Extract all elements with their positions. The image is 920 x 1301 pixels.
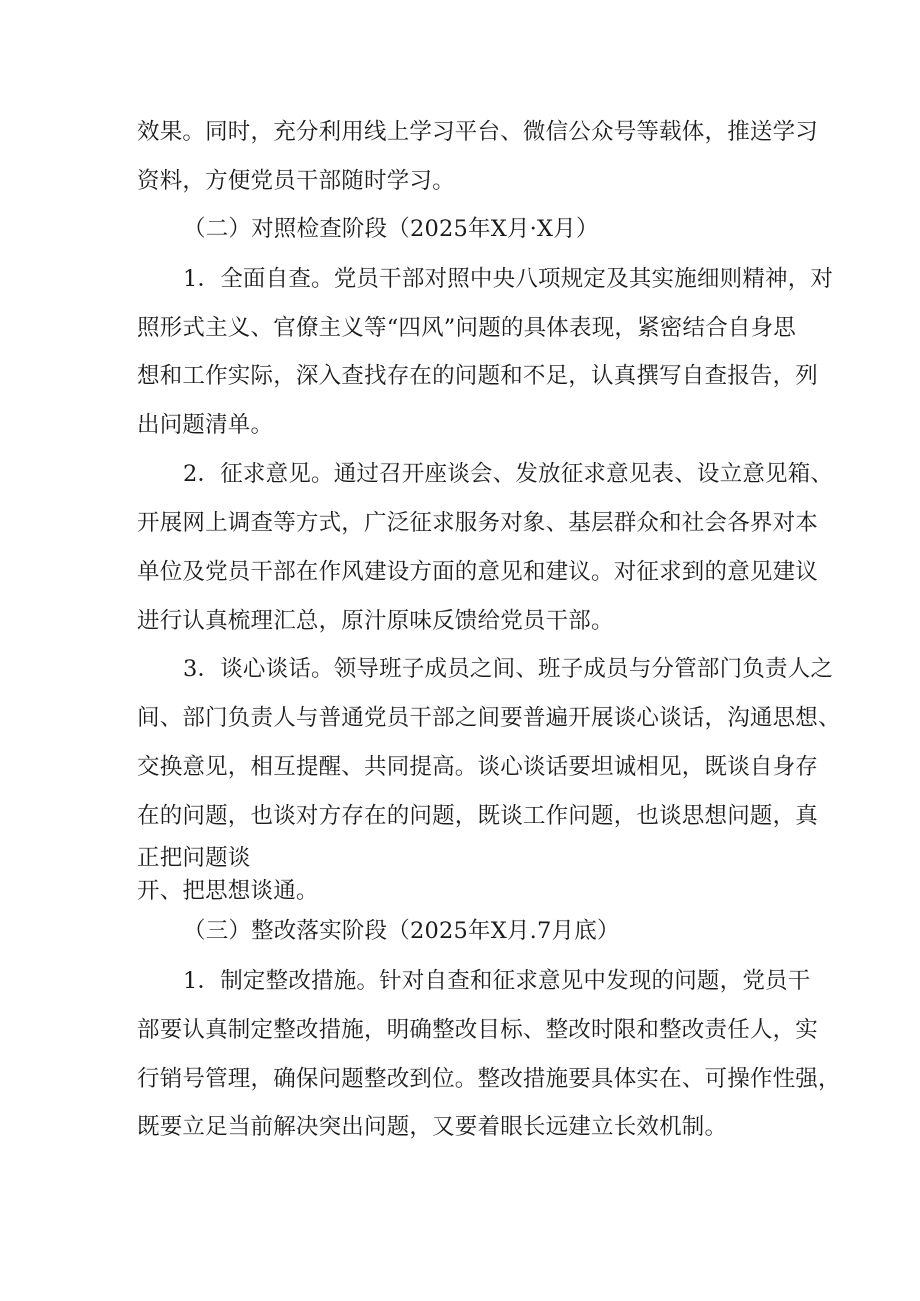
section-heading: （二）对照检查阶段（2025年X月·X月） xyxy=(183,216,599,242)
paragraph-line: 间、部门负责人与普通党员干部之间要普遍开展谈心谈话，沟通思想、 xyxy=(137,705,841,731)
paragraph-line: 行销号管理，确保问题整改到位。整改措施要具体实在、可操作性强， xyxy=(137,1066,841,1092)
paragraph-line: 1．全面自查。党员干部对照中央八项规定及其实施细则精神，对 xyxy=(183,266,834,292)
paragraph-line: 资料，方便党员干部随时学习。 xyxy=(137,168,455,194)
paragraph-line: 进行认真梳理汇总，原汁原味反馈给党员干部。 xyxy=(137,608,614,634)
paragraph-line: 正把问题谈 xyxy=(137,845,251,871)
paragraph-line: 2．征求意见。通过召开座谈会、发放征求意见表、设立意见箱、 xyxy=(183,461,834,487)
paragraph-line: 照形式主义、官僚主义等“四风”问题的具体表现，紧密结合自身思 xyxy=(137,315,797,341)
paragraph-line: 效果。同时，充分利用线上学习平台、微信公众号等载体，推送学习 xyxy=(137,119,819,145)
paragraph-line: 出问题清单。 xyxy=(137,412,274,438)
paragraph-line: 部要认真制定整改措施，明确整改目标、整改时限和整改责任人，实 xyxy=(137,1017,819,1043)
paragraph-line: 开、把思想谈通。 xyxy=(137,878,319,904)
paragraph-line: 在的问题，也谈对方存在的问题，既谈工作问题，也谈思想问题，真 xyxy=(137,803,819,829)
paragraph-line: 既要立足当前解决突出问题，又要着眼长远建立长效机制。 xyxy=(137,1114,728,1140)
paragraph-line: 想和工作实际，深入查找存在的问题和不足，认真撰写自查报告，列 xyxy=(137,363,819,389)
section-heading: （三）整改落实阶段（2025年X月.7月底） xyxy=(183,918,620,944)
paragraph-line: 3．谈心谈话。领导班子成员之间、班子成员与分管部门负责人之 xyxy=(183,656,834,682)
paragraph-line: 单位及党员干部在作风建设方面的意见和建议。对征求到的意见建议 xyxy=(137,559,819,585)
paragraph-line: 开展网上调查等方式，广泛征求服务对象、基层群众和社会各界对本 xyxy=(137,510,819,536)
paragraph-line: 1．制定整改措施。针对自查和征求意见中发现的问题，党员干 xyxy=(183,968,811,994)
paragraph-line: 交换意见，相互提醒、共同提高。谈心谈话要坦诚相见，既谈自身存 xyxy=(137,754,819,780)
